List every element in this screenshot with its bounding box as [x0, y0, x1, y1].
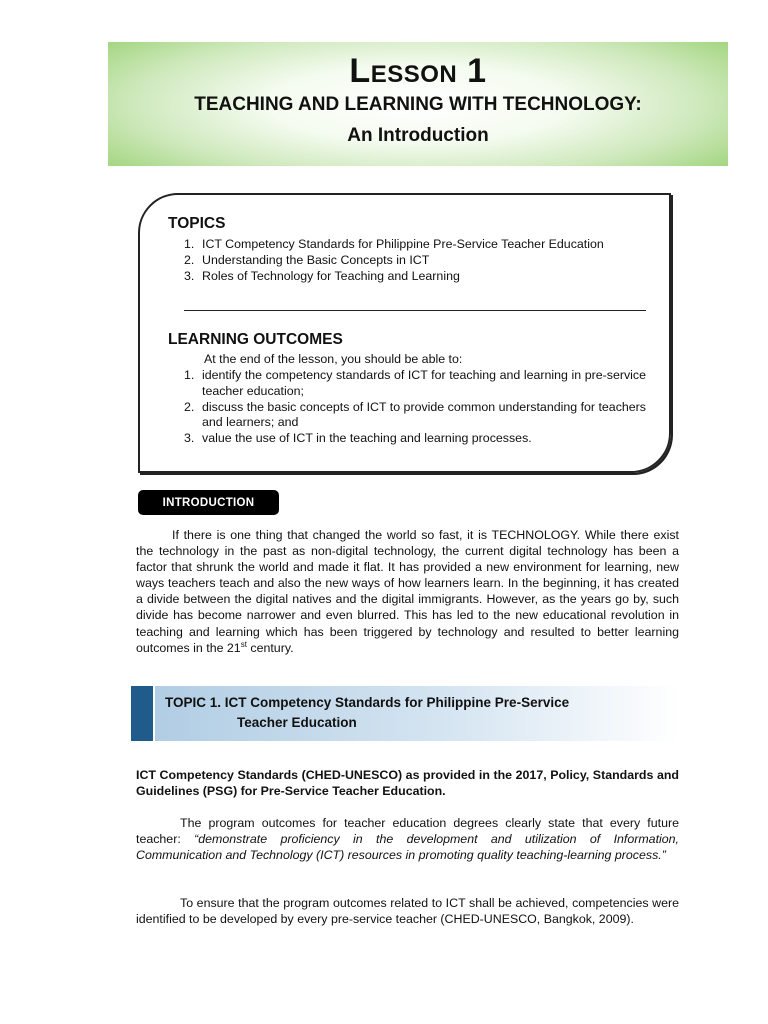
standards-lead-paragraph: ICT Competency Standards (CHED-UNESCO) as provided in the 2017, Policy, Standards and Guidelines (PSG) for Pre-Service Teacher Education.: [136, 768, 679, 799]
outcomes-list: [184, 368, 646, 447]
list-item: 2. discuss the basic concepts of ICT to provide common understanding for teachers and learners; and: [184, 399, 646, 430]
competencies-paragraph: To ensure that the program outcomes related to ICT shall be achieved, competencies were identified to be developed by every pre-service teacher (CHED-UNESCO, Bangkok, 2009).: [136, 896, 679, 927]
topics-list: [184, 237, 654, 284]
lesson-subheading: An Introduction: [347, 125, 489, 146]
outcomes-intro: At the end of the lesson, you should be able to:: [204, 352, 463, 366]
list-item: 2. Understanding the Basic Concepts in ICT: [184, 252, 430, 267]
list-item: 3. Roles of Technology for Teaching and Learning: [184, 268, 460, 283]
topics-heading: TOPICS: [168, 215, 226, 232]
lesson-heading: TEACHING AND LEARNING WITH TECHNOLOGY:: [194, 94, 642, 115]
topic-1-title-continued: Teacher Education: [237, 715, 357, 730]
list-item: 3. value the use of ICT in the teaching and learning processes.: [184, 431, 532, 446]
outcomes-heading: LEARNING OUTCOMES: [168, 331, 343, 348]
topics-outcomes-box: [138, 193, 671, 473]
lesson-title: Lesson 1: [349, 52, 487, 90]
topic-1-heading-bar: [131, 686, 680, 741]
topic-bar-accent: [131, 686, 155, 741]
divider: [184, 310, 646, 311]
lesson-banner: [108, 42, 728, 166]
introduction-label: INTRODUCTION: [138, 490, 279, 515]
introduction-paragraph: If there is one thing that changed the world so fast, it is TECHNOLOGY. While there exist the technology in the past as non-digital technology, the current digital technology has been a factor that shrunk the world and made it flat. It has provided a new environment for learning, new ways teachers teach and also the new ways of how learners learn. In the beginning, it has created a divide between the digital natives and the digital immigrants. However, as the years go by, such divide has become narrower and even blurred. This has led to the new educational revolution in teaching and learning which has been triggered by technology and resulted to better learning outcomes in the 21st century.: [136, 528, 679, 655]
topic-1-title: TOPIC 1. ICT Competency Standards for Philippine Pre-Service: [165, 695, 570, 710]
program-outcomes-paragraph: The program outcomes for teacher education degrees clearly state that every future teacher: “demonstrate proficiency in the development and utilization of Information, Communication and Technology (ICT) resources in promoting quality teaching-learning process.”: [136, 816, 679, 863]
list-item: 1. ICT Competency Standards for Philippine Pre-Service Teacher Education: [184, 237, 604, 251]
list-item: 1. identify the competency standards of ICT for teaching and learning in pre-service teacher education;: [184, 368, 646, 398]
